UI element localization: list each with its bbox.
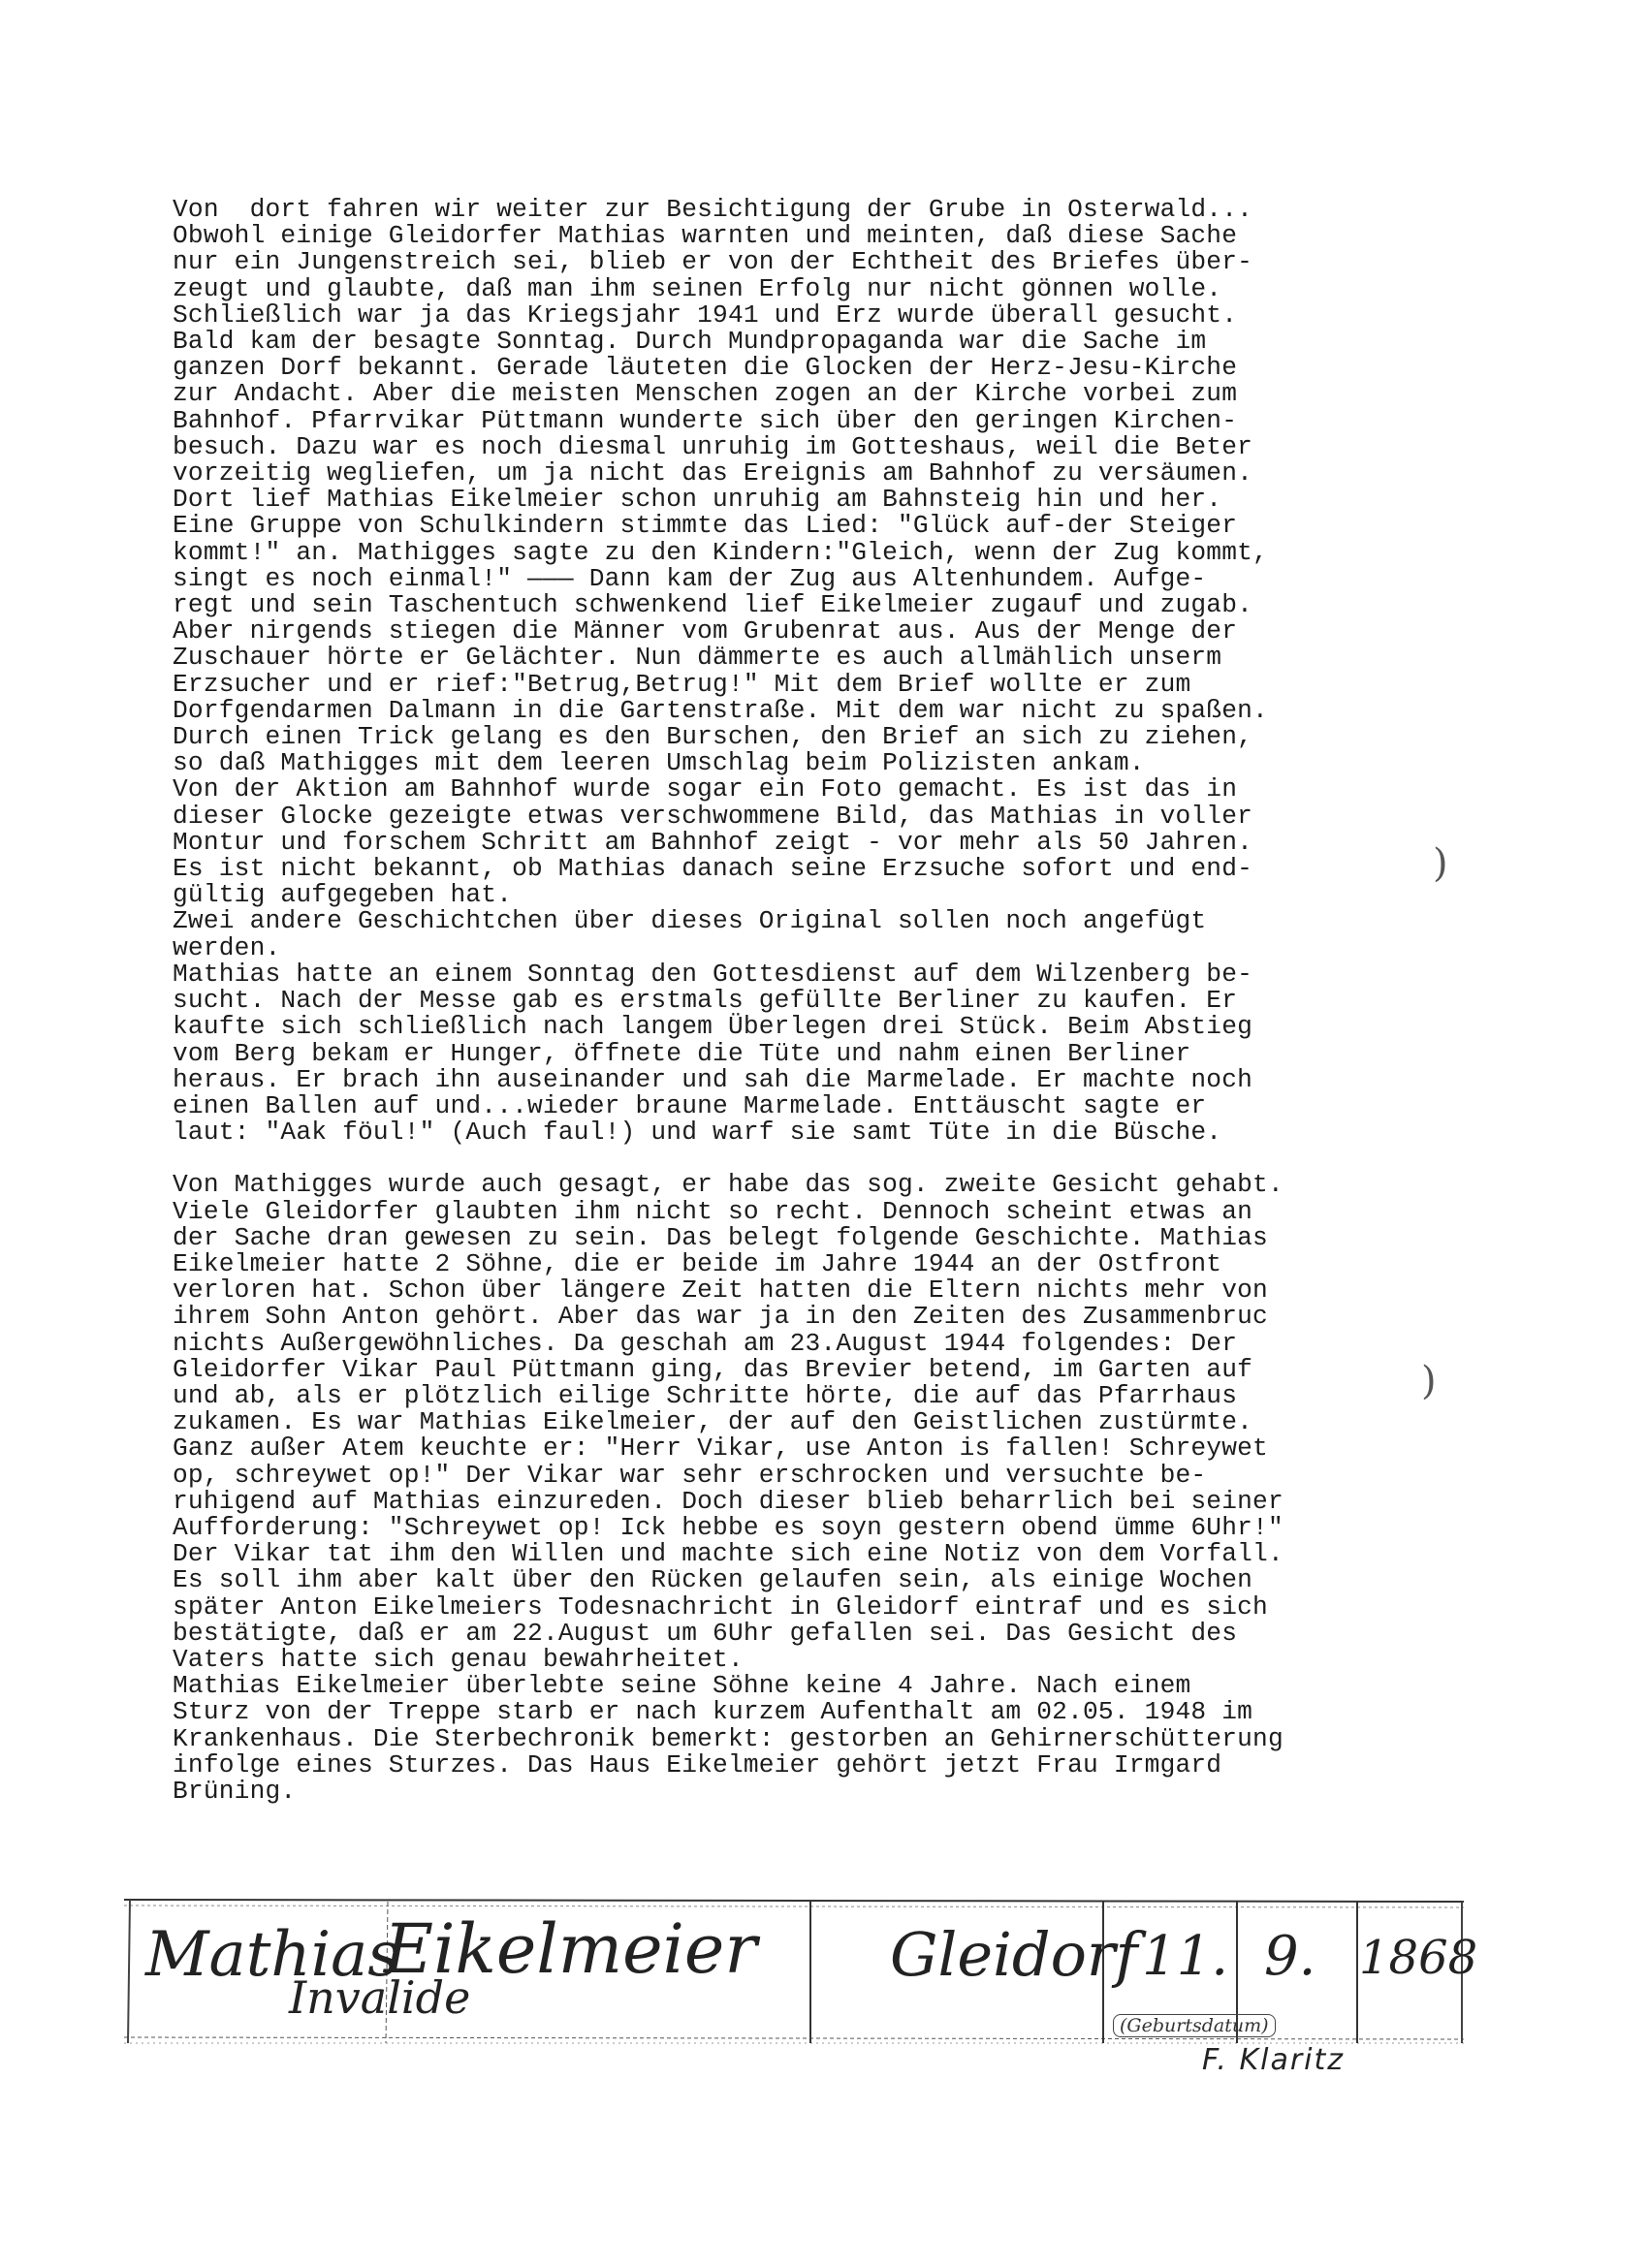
text-line: heraus. Er brach ihn auseinander und sah die Marmelade. Er machte noch bbox=[173, 1064, 1253, 1094]
text-line: zeugt und glaubte, daß man ihm seinen Erfolg nur nicht gönnen wolle. bbox=[173, 273, 1222, 303]
text-line: Krankenhaus. Die Sterbechronik bemerkt: gestorben an Gehirnerschütterung bbox=[173, 1723, 1284, 1753]
paragraph-gap bbox=[173, 1146, 1433, 1172]
text-line: Mathias hatte an einem Sonntag den Gottesdienst auf dem Wilzenberg be- bbox=[173, 959, 1253, 989]
text-line: einen Ballen auf und...wieder braune Marmelade. Enttäuscht sagte er bbox=[173, 1090, 1207, 1120]
text-line: kommt!" an. Mathigges sagte zu den Kindern:"Gleich, wenn der Zug kommt, bbox=[173, 537, 1268, 567]
text-line: der Sache dran gewesen zu sein. Das belegt folgende Geschichte. Mathias bbox=[173, 1222, 1268, 1252]
text-line: singt es noch einmal!" ——— Dann kam der Zug aus Altenhundem. Aufge- bbox=[173, 563, 1207, 593]
text-line: Brüning. bbox=[173, 1776, 297, 1806]
text-line: Obwohl einige Gleidorfer Mathias warnten und meinten, daß diese Sache bbox=[173, 221, 1238, 251]
text-line: Bald kam der besagte Sonntag. Durch Mundpropaganda war die Sache im bbox=[173, 327, 1207, 357]
text-line: Eikelmeier hatte 2 Söhne, die er beide im Jahre 1944 an der Ostfront bbox=[173, 1248, 1222, 1278]
handwritten-first-name: Mathias bbox=[145, 1919, 400, 1991]
text-line: op, schreywet op!" Der Vikar war sehr erschrocken und versuchte be- bbox=[173, 1460, 1207, 1490]
handwritten-place: Gleidorf bbox=[890, 1919, 1138, 1990]
text-line: dieser Glocke gezeigte etwas verschwommene Bild, das Mathias in voller bbox=[173, 801, 1253, 831]
date-caption: (Geburtsdatum) bbox=[1113, 2014, 1276, 2037]
text-line: verloren hat. Schon über längere Zeit hatten die Eltern nichts mehr von bbox=[173, 1276, 1268, 1306]
text-line: Von der Aktion am Bahnhof wurde sogar ein Foto gemacht. Es ist das in bbox=[173, 774, 1238, 804]
text-line: Der Vikar tat ihm den Willen und machte sich eine Notiz von dem Vorfall. bbox=[173, 1539, 1284, 1569]
text-line: Dorfgendarmen Dalmann in die Gartenstraße. Mit dem war nicht zu spaßen. bbox=[173, 695, 1268, 725]
text-line: Es soll ihm aber kalt über den Rücken gelaufen sein, als einige Wochen bbox=[173, 1565, 1253, 1595]
margin-mark: ) bbox=[1433, 841, 1448, 886]
text-line: bestätigte, daß er am 22.August um 6Uhr gefallen sei. Das Gesicht des bbox=[173, 1618, 1238, 1648]
text-line: kaufte sich schließlich nach langem Überlegen drei Stück. Beim Abstieg bbox=[173, 1012, 1253, 1042]
text-line: laut: "Aak föul!" (Auch faul!) und warf sie samt Tüte in die Büsche. bbox=[173, 1118, 1222, 1148]
text-line: Gleidorfer Vikar Paul Püttmann ging, das Brevier betend, im Garten auf bbox=[173, 1354, 1253, 1384]
text-line: Mathias Eikelmeier überlebte seine Söhne keine 4 Jahre. Nach einem bbox=[173, 1671, 1191, 1701]
birth-year: 1868 bbox=[1359, 1931, 1478, 1985]
text-line: zukamen. Es war Mathias Eikelmeier, der auf den Geistlichen zustürmte. bbox=[173, 1407, 1253, 1437]
text-line: nur ein Jungenstreich sei, blieb er von der Echtheit des Briefes über- bbox=[173, 247, 1253, 277]
text-line: zur Andacht. Aber die meisten Menschen zogen an der Kirche vorbei zum bbox=[173, 379, 1238, 409]
text-line: Montur und forschem Schritt am Bahnhof zeigt - vor mehr als 50 Jahren. bbox=[173, 827, 1253, 857]
text-line: Aufforderung: "Schreywet op! Ick hebbe es soyn gestern obend ümme 6Uhr!" bbox=[173, 1512, 1284, 1542]
text-line: Von dort fahren wir weiter zur Besichtigung der Grube in Osterwald... bbox=[173, 195, 1253, 224]
text-line: Es ist nicht bekannt, ob Mathias danach seine Erzsuche sofort und end- bbox=[173, 854, 1253, 884]
text-line: Ganz außer Atem keuchte er: "Herr Vikar, use Anton is fallen! Schreywet bbox=[173, 1433, 1268, 1464]
author-note: F. Klaritz bbox=[1202, 2043, 1346, 2077]
text-line: besuch. Dazu war es noch diesmal unruhig im Gotteshaus, weil die Beter bbox=[173, 431, 1253, 461]
text-line: Sturz von der Treppe starb er nach kurzem Aufenthalt am 02.05. 1948 im bbox=[173, 1697, 1253, 1727]
margin-mark: ) bbox=[1421, 1359, 1437, 1403]
text-line: werden. bbox=[173, 932, 281, 962]
text-line: Erzsucher und er rief:"Betrug,Betrug!" Mit dem Brief wollte er zum bbox=[173, 669, 1191, 699]
text-line: Dort lief Mathias Eikelmeier schon unruhig am Bahnsteig hin und her. bbox=[173, 485, 1222, 515]
birth-day: 11. bbox=[1142, 1925, 1229, 1988]
text-line: so daß Mathigges mit dem leeren Umschlag beim Polizisten ankam. bbox=[173, 748, 1145, 778]
text-line: Vaters hatte sich genau bewahrheitet. bbox=[173, 1644, 744, 1674]
text-line: gültig aufgegeben hat. bbox=[173, 880, 513, 910]
handwritten-occupation: Invalide bbox=[289, 1971, 471, 2024]
text-line: vorzeitig wegliefen, um ja nicht das Ereignis am Bahnhof zu versäumen. bbox=[173, 458, 1253, 488]
text-line: Eine Gruppe von Schulkindern stimmte das Lied: "Glück auf-der Steiger bbox=[173, 511, 1238, 541]
text-line: Zuschauer hörte er Gelächter. Nun dämmerte es auch allmählich unserm bbox=[173, 643, 1222, 673]
text-line: Aber nirgends stiegen die Männer vom Grubenrat aus. Aus der Menge der bbox=[173, 616, 1238, 646]
text-line: Zwei andere Geschichtchen über dieses Original sollen noch angefügt bbox=[173, 906, 1207, 936]
text-line: Schließlich war ja das Kriegsjahr 1941 und Erz wurde überall gesucht. bbox=[173, 299, 1238, 330]
text-line: Bahnhof. Pfarrvikar Püttmann wunderte sich über den geringen Kirchen- bbox=[173, 405, 1238, 435]
text-line: infolge eines Sturzes. Das Haus Eikelmeier gehört jetzt Frau Irmgard bbox=[173, 1749, 1222, 1780]
register-strip bbox=[124, 1896, 1478, 2045]
text-line: ihrem Sohn Anton gehört. Aber das war ja in den Zeiten des Zusammenbruc bbox=[173, 1302, 1268, 1332]
text-line: ganzen Dorf bekannt. Gerade läuteten die Glocken der Herz-Jesu-Kirche bbox=[173, 353, 1238, 383]
text-line: Durch einen Trick gelang es den Burschen, den Brief an sich zu ziehen, bbox=[173, 722, 1253, 752]
text-line: regt und sein Taschentuch schwenkend lief Eikelmeier zugauf und zugab. bbox=[173, 590, 1253, 620]
text-line: Von Mathigges wurde auch gesagt, er habe das sog. zweite Gesicht gehabt. bbox=[173, 1170, 1284, 1200]
text-line: vom Berg bekam er Hunger, öffnete die Tüte und nahm einen Berliner bbox=[173, 1038, 1191, 1068]
body-text bbox=[173, 197, 1433, 1805]
birth-month: 9. bbox=[1264, 1925, 1316, 1988]
text-line: ruhigend auf Mathias einzureden. Doch dieser blieb beharrlich bei seiner bbox=[173, 1486, 1284, 1516]
text-line: und ab, als er plötzlich eilige Schritte hörte, die auf das Pfarrhaus bbox=[173, 1380, 1238, 1410]
text-line: sucht. Nach der Messe gab es erstmals gefüllte Berliner zu kaufen. Er bbox=[173, 986, 1238, 1016]
text-line: Viele Gleidorfer glaubten ihm nicht so recht. Dennoch scheint etwas an bbox=[173, 1196, 1253, 1226]
text-line: später Anton Eikelmeiers Todesnachricht in Gleidorf eintraf und es sich bbox=[173, 1591, 1268, 1622]
text-line: nichts Außergewöhnliches. Da geschah am 23.August 1944 folgendes: Der bbox=[173, 1328, 1238, 1358]
handwritten-last-name: Eikelmeier bbox=[384, 1909, 757, 1989]
